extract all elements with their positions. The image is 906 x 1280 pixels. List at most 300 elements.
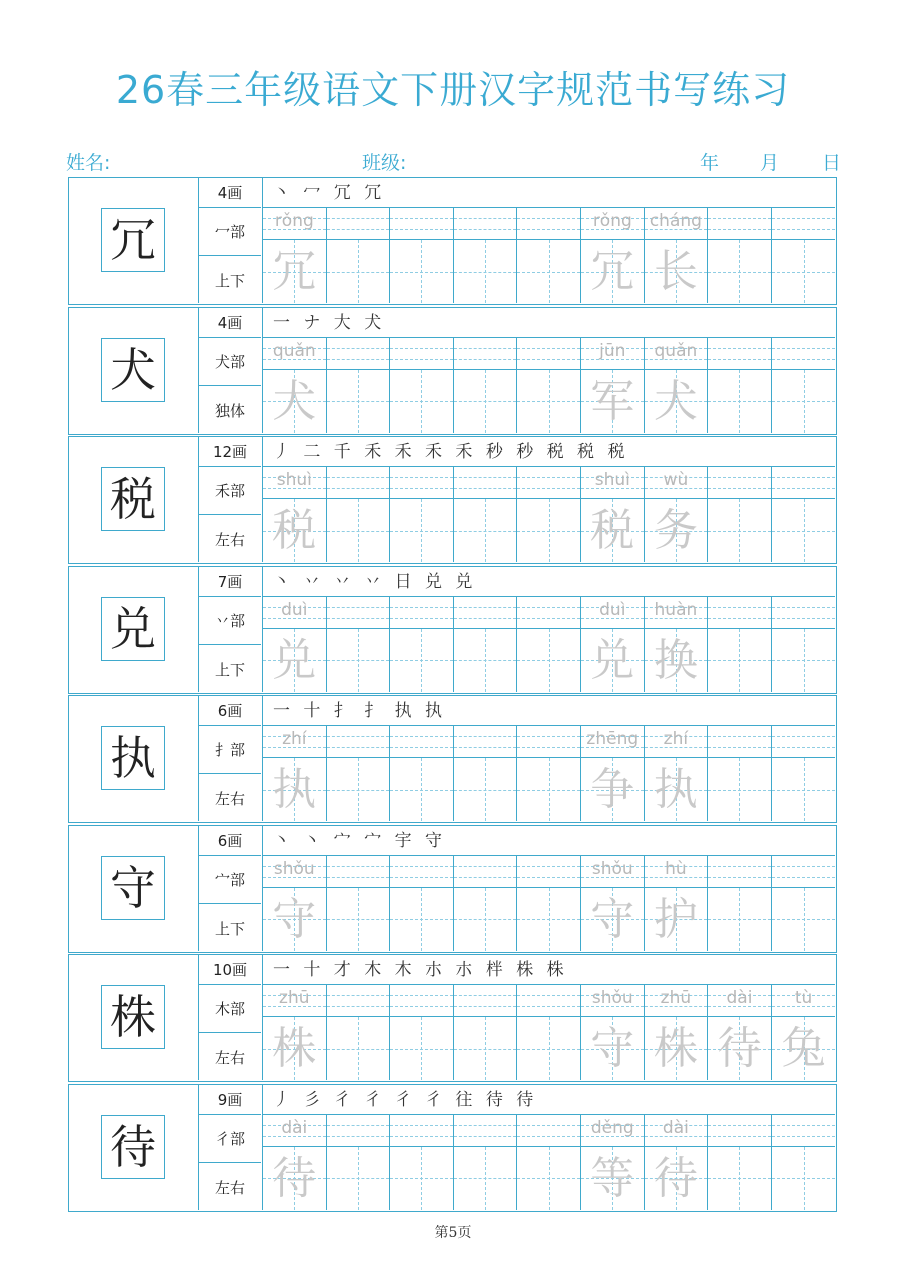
practice-cell[interactable]	[327, 726, 391, 821]
pinyin-lines	[645, 467, 708, 499]
practice-cell[interactable]	[454, 467, 518, 562]
tian-grid	[772, 629, 836, 692]
practice-cell[interactable]	[263, 467, 327, 562]
character-trace	[772, 499, 836, 562]
practice-cell[interactable]	[645, 597, 709, 692]
character-trace: 守	[590, 893, 635, 945]
pinyin-lines	[263, 856, 326, 888]
stroke-count: 6画	[199, 696, 261, 726]
practice-cell[interactable]	[263, 726, 327, 821]
practice-cell[interactable]	[645, 1115, 709, 1210]
character-trace: 冗	[590, 246, 635, 297]
tian-grid	[263, 499, 326, 562]
practice-cell[interactable]	[645, 985, 709, 1080]
practice-cell[interactable]	[517, 338, 581, 433]
character-trace: 犬	[272, 375, 317, 427]
practice-grid	[263, 985, 835, 1080]
character-trace	[454, 888, 517, 951]
pinyin-trace: shuì	[594, 470, 630, 490]
tian-grid	[390, 240, 453, 303]
pinyin-lines	[517, 338, 580, 370]
practice-cell[interactable]	[390, 467, 454, 562]
practice-grid	[263, 597, 835, 692]
pinyin-trace: shǒu	[591, 858, 633, 879]
tian-grid	[327, 888, 390, 951]
character-trace	[517, 1017, 580, 1080]
tian-grid	[263, 370, 326, 433]
practice-cell[interactable]	[263, 985, 327, 1080]
pinyin-lines	[454, 1115, 517, 1147]
practice-cell[interactable]	[581, 467, 645, 562]
practice-cell[interactable]	[390, 726, 454, 821]
character-trace	[327, 1017, 390, 1080]
practice-cell[interactable]	[263, 1115, 327, 1210]
character-trace: 争	[590, 764, 635, 815]
practice-grid	[263, 1115, 835, 1210]
pinyin-lines	[772, 467, 836, 499]
practice-cell[interactable]	[708, 597, 772, 692]
tian-grid	[772, 888, 836, 951]
pinyin-lines	[454, 726, 517, 758]
model-character: 守	[101, 856, 165, 920]
pinyin-lines	[581, 467, 644, 499]
tian-grid	[390, 1017, 453, 1080]
pinyin-lines	[708, 856, 771, 888]
pinyin-lines	[390, 726, 453, 758]
pinyin-lines	[390, 208, 453, 240]
structure: 左右	[214, 1178, 245, 1197]
pinyin-lines	[454, 985, 517, 1017]
pinyin-trace: jūn	[599, 340, 626, 361]
stroke-order: 丶 冖 冗 冗	[263, 178, 835, 208]
character-info	[199, 308, 263, 433]
tian-grid	[327, 240, 390, 303]
tian-grid	[454, 499, 517, 562]
practice-cell[interactable]	[708, 1115, 772, 1210]
tian-grid	[390, 758, 453, 821]
pinyin-trace: quǎn	[654, 340, 698, 361]
practice-cell[interactable]	[772, 338, 836, 433]
practice-cell[interactable]	[772, 726, 836, 821]
pinyin-lines	[645, 726, 708, 758]
stroke-order: 一 ナ 大 犬	[263, 308, 835, 338]
practice-cell[interactable]	[390, 208, 454, 303]
tian-grid	[645, 1017, 708, 1080]
pinyin-lines	[708, 208, 771, 240]
stroke-order: 丶 丷 丷 丷 日 兑 兑	[263, 567, 835, 597]
pinyin-lines	[581, 1115, 644, 1147]
pinyin-lines	[327, 1115, 390, 1147]
tian-grid	[517, 499, 580, 562]
practice-cell[interactable]	[454, 338, 518, 433]
character-trace	[708, 370, 771, 433]
tian-grid	[263, 1017, 326, 1080]
radical: 木部	[199, 985, 261, 1033]
pinyin-lines	[772, 726, 836, 758]
tian-grid	[517, 240, 580, 303]
character-trace	[390, 758, 453, 821]
practice-cell[interactable]	[390, 338, 454, 433]
pinyin-trace: zhí	[282, 729, 307, 749]
character-trace	[517, 888, 580, 951]
pinyin-trace: tù	[794, 988, 813, 1008]
day-label: 日	[822, 152, 842, 174]
pinyin-lines	[517, 467, 580, 499]
practice-cell[interactable]	[263, 338, 327, 433]
practice-cell[interactable]	[581, 856, 645, 951]
model-character: 税	[101, 467, 165, 531]
tian-grid	[390, 499, 453, 562]
character-trace	[517, 629, 580, 692]
character-info	[199, 178, 263, 303]
pinyin-lines	[263, 597, 326, 629]
pinyin-lines	[263, 1115, 326, 1147]
tian-grid	[708, 629, 771, 692]
character-trace	[708, 629, 771, 692]
tian-grid	[454, 370, 517, 433]
character-trace: 护	[653, 893, 698, 945]
character-trace	[708, 888, 771, 951]
practice-cell[interactable]	[517, 467, 581, 562]
practice-cell[interactable]	[772, 856, 836, 951]
tian-grid	[581, 1147, 644, 1210]
model-character-cell	[69, 567, 199, 692]
character-trace	[517, 499, 580, 562]
practice-cell[interactable]	[454, 208, 518, 303]
practice-cell[interactable]	[645, 726, 709, 821]
pinyin-trace: shǒu	[591, 988, 633, 1008]
model-character-cell	[69, 955, 199, 1080]
character-trace	[390, 240, 453, 303]
model-character: 待	[101, 1115, 165, 1179]
character-block	[68, 1084, 837, 1212]
practice-cell[interactable]	[327, 597, 391, 692]
practice-cell[interactable]	[327, 1115, 391, 1210]
pinyin-trace: shuì	[276, 470, 312, 490]
character-block	[68, 307, 837, 435]
character-trace	[327, 629, 390, 692]
pinyin-lines	[517, 1115, 580, 1147]
pinyin-lines	[454, 467, 517, 499]
pinyin-lines	[327, 208, 390, 240]
pinyin-lines	[645, 985, 708, 1017]
pinyin-lines	[263, 467, 326, 499]
practice-cell[interactable]	[708, 338, 772, 433]
practice-cell[interactable]	[708, 467, 772, 562]
pinyin-lines	[645, 208, 708, 240]
tian-grid	[772, 758, 836, 821]
character-trace	[772, 240, 836, 303]
practice-cell[interactable]	[772, 1115, 836, 1210]
tian-grid	[327, 499, 390, 562]
pinyin-lines	[645, 338, 708, 370]
pinyin-trace: cháng	[649, 211, 702, 231]
practice-cell[interactable]	[772, 597, 836, 692]
character-trace: 兔	[781, 1023, 826, 1074]
character-trace	[708, 240, 771, 303]
pinyin-trace: duì	[599, 599, 626, 620]
character-trace	[327, 888, 390, 951]
tian-grid	[708, 1017, 771, 1080]
class-label: 班级:	[362, 152, 407, 174]
practice-cell[interactable]	[454, 1115, 518, 1210]
practice-cell[interactable]	[327, 208, 391, 303]
pinyin-lines	[772, 208, 836, 240]
pinyin-lines	[645, 1115, 708, 1147]
pinyin-lines	[327, 597, 390, 629]
tian-grid	[517, 629, 580, 692]
practice-cell[interactable]	[263, 856, 327, 951]
tian-grid	[263, 629, 326, 692]
practice-grid	[263, 338, 835, 433]
pinyin-trace: dài	[662, 1117, 689, 1138]
pinyin-lines	[517, 985, 580, 1017]
stroke-count: 4画	[199, 308, 261, 338]
practice-cell[interactable]	[517, 985, 581, 1080]
pinyin-trace: zhū	[660, 988, 692, 1008]
practice-cell[interactable]	[708, 726, 772, 821]
tian-grid	[581, 888, 644, 951]
model-character-cell	[69, 826, 199, 951]
tian-grid	[327, 758, 390, 821]
practice-cell[interactable]	[454, 597, 518, 692]
pinyin-lines	[263, 208, 326, 240]
pinyin-trace: wù	[663, 470, 689, 490]
character-trace: 守	[272, 893, 317, 945]
tian-grid	[327, 629, 390, 692]
structure: 独体	[214, 401, 245, 420]
tian-grid	[390, 1147, 453, 1210]
practice-cell[interactable]	[708, 856, 772, 951]
tian-grid	[390, 370, 453, 433]
tian-grid	[708, 888, 771, 951]
tian-grid	[327, 1017, 390, 1080]
tian-grid	[581, 240, 644, 303]
practice-cell[interactable]	[645, 338, 709, 433]
character-trace: 守	[590, 1023, 635, 1074]
practice-cell[interactable]	[772, 208, 836, 303]
pinyin-lines	[772, 597, 836, 629]
pinyin-lines	[327, 726, 390, 758]
tian-grid	[454, 1147, 517, 1210]
character-info	[199, 1085, 263, 1210]
pinyin-lines	[581, 856, 644, 888]
tian-grid	[581, 758, 644, 821]
practice-cell[interactable]	[517, 597, 581, 692]
pinyin-lines	[390, 856, 453, 888]
character-trace	[772, 758, 836, 821]
character-trace: 执	[272, 764, 317, 815]
tian-grid	[454, 1017, 517, 1080]
practice-cell[interactable]	[581, 985, 645, 1080]
character-trace	[454, 370, 517, 433]
character-trace	[390, 1147, 453, 1210]
pinyin-lines	[390, 467, 453, 499]
character-trace: 换	[653, 634, 698, 686]
practice-cell[interactable]	[645, 856, 709, 951]
practice-cell[interactable]	[263, 208, 327, 303]
name-label: 姓名:	[66, 152, 111, 174]
pinyin-lines	[581, 338, 644, 370]
year-label: 年	[700, 152, 720, 174]
pinyin-lines	[327, 467, 390, 499]
pinyin-lines	[645, 856, 708, 888]
character-trace	[390, 370, 453, 433]
model-character: 株	[101, 985, 165, 1049]
pinyin-lines	[327, 856, 390, 888]
character-trace: 长	[653, 246, 698, 297]
practice-cell[interactable]	[390, 985, 454, 1080]
character-trace	[327, 240, 390, 303]
practice-cell[interactable]	[772, 985, 836, 1080]
character-info	[199, 826, 263, 951]
pinyin-lines	[517, 597, 580, 629]
tian-grid	[263, 888, 326, 951]
character-block	[68, 436, 837, 564]
practice-cell[interactable]	[708, 208, 772, 303]
stroke-count: 9画	[199, 1085, 261, 1115]
stroke-count: 12画	[199, 437, 261, 467]
tian-grid	[772, 499, 836, 562]
character-block	[68, 825, 837, 953]
pinyin-trace: rǒng	[274, 211, 314, 231]
character-trace	[772, 1147, 836, 1210]
practice-cell[interactable]	[263, 597, 327, 692]
character-trace: 待	[272, 1152, 317, 1204]
practice-cell[interactable]	[327, 338, 391, 433]
character-block	[68, 177, 837, 305]
tian-grid	[454, 888, 517, 951]
pinyin-lines	[327, 985, 390, 1017]
practice-cell[interactable]	[327, 467, 391, 562]
practice-cell[interactable]	[581, 726, 645, 821]
character-info	[199, 955, 263, 1080]
practice-cell[interactable]	[454, 985, 518, 1080]
practice-cell[interactable]	[454, 856, 518, 951]
tian-grid	[708, 499, 771, 562]
radical: 冖部	[199, 208, 261, 256]
structure: 左右	[214, 531, 245, 549]
tian-grid	[772, 1017, 836, 1080]
structure: 左右	[214, 790, 245, 808]
character-trace	[708, 1147, 771, 1210]
practice-cell[interactable]	[517, 856, 581, 951]
radical: 彳部	[199, 1115, 261, 1163]
radical: 扌部	[199, 726, 261, 774]
stroke-count: 4画	[199, 178, 261, 208]
model-character: 执	[101, 726, 165, 790]
pinyin-lines	[581, 208, 644, 240]
tian-grid	[645, 758, 708, 821]
pinyin-trace: děng	[590, 1117, 634, 1138]
pinyin-lines	[581, 985, 644, 1017]
tian-grid	[772, 240, 836, 303]
tian-grid	[581, 370, 644, 433]
character-block	[68, 566, 837, 694]
tian-grid	[645, 370, 708, 433]
page-title: 26春三年级语文下册汉字规范书写练习	[115, 68, 791, 112]
practice-cell[interactable]	[581, 338, 645, 433]
character-trace: 执	[653, 764, 698, 815]
practice-cell[interactable]	[327, 985, 391, 1080]
practice-cell[interactable]	[454, 726, 518, 821]
practice-cell[interactable]	[708, 985, 772, 1080]
tian-grid	[708, 240, 771, 303]
practice-cell[interactable]	[517, 208, 581, 303]
character-trace	[708, 499, 771, 562]
pinyin-trace: rǒng	[592, 211, 632, 231]
character-trace: 税	[590, 505, 635, 556]
practice-grid	[263, 208, 835, 303]
tian-grid	[517, 1017, 580, 1080]
practice-cell[interactable]	[645, 208, 709, 303]
tian-grid	[645, 888, 708, 951]
character-block	[68, 954, 837, 1082]
character-trace: 冗	[272, 246, 317, 297]
pinyin-lines	[327, 338, 390, 370]
tian-grid	[263, 240, 326, 303]
model-character: 兑	[101, 597, 165, 661]
pinyin-lines	[708, 985, 771, 1017]
tian-grid	[708, 1147, 771, 1210]
stroke-order: 丿 二 千 禾 禾 禾 禾 秒 秒 税 税 税	[263, 437, 835, 467]
pinyin-trace: duì	[281, 599, 308, 620]
practice-cell[interactable]	[581, 597, 645, 692]
practice-cell[interactable]	[517, 726, 581, 821]
pinyin-trace: zhí	[663, 729, 689, 749]
character-trace: 株	[272, 1023, 317, 1074]
pinyin-trace: quǎn	[272, 340, 316, 361]
practice-cell[interactable]	[581, 1115, 645, 1210]
model-character: 犬	[101, 338, 165, 402]
practice-cell[interactable]	[327, 856, 391, 951]
practice-cell[interactable]	[390, 597, 454, 692]
character-trace: 务	[653, 505, 698, 556]
practice-cell[interactable]	[645, 467, 709, 562]
character-trace	[390, 1017, 453, 1080]
stroke-count: 10画	[199, 955, 261, 985]
pinyin-lines	[517, 208, 580, 240]
tian-grid	[517, 758, 580, 821]
pinyin-lines	[772, 1115, 836, 1147]
pinyin-lines	[772, 856, 836, 888]
character-trace	[327, 499, 390, 562]
practice-cell[interactable]	[390, 856, 454, 951]
character-trace	[327, 370, 390, 433]
character-trace: 待	[653, 1152, 698, 1204]
tian-grid	[645, 1147, 708, 1210]
character-trace: 犬	[653, 375, 698, 427]
character-trace: 军	[590, 375, 635, 427]
character-trace: 兑	[590, 634, 635, 686]
practice-cell[interactable]	[772, 467, 836, 562]
practice-cell[interactable]	[390, 1115, 454, 1210]
stroke-order: 一 十 才 木 木 朩 朩 柈 株 株	[263, 955, 835, 985]
practice-cell[interactable]	[517, 1115, 581, 1210]
pinyin-lines	[390, 985, 453, 1017]
pinyin-lines	[772, 338, 836, 370]
pinyin-trace: zhēng	[586, 729, 639, 749]
model-character-cell	[69, 178, 199, 303]
pinyin-lines	[645, 597, 708, 629]
pinyin-lines	[517, 856, 580, 888]
tian-grid	[581, 499, 644, 562]
practice-cell[interactable]	[581, 208, 645, 303]
pinyin-lines	[581, 726, 644, 758]
tian-grid	[517, 1147, 580, 1210]
tian-grid	[645, 240, 708, 303]
model-character-cell	[69, 696, 199, 821]
